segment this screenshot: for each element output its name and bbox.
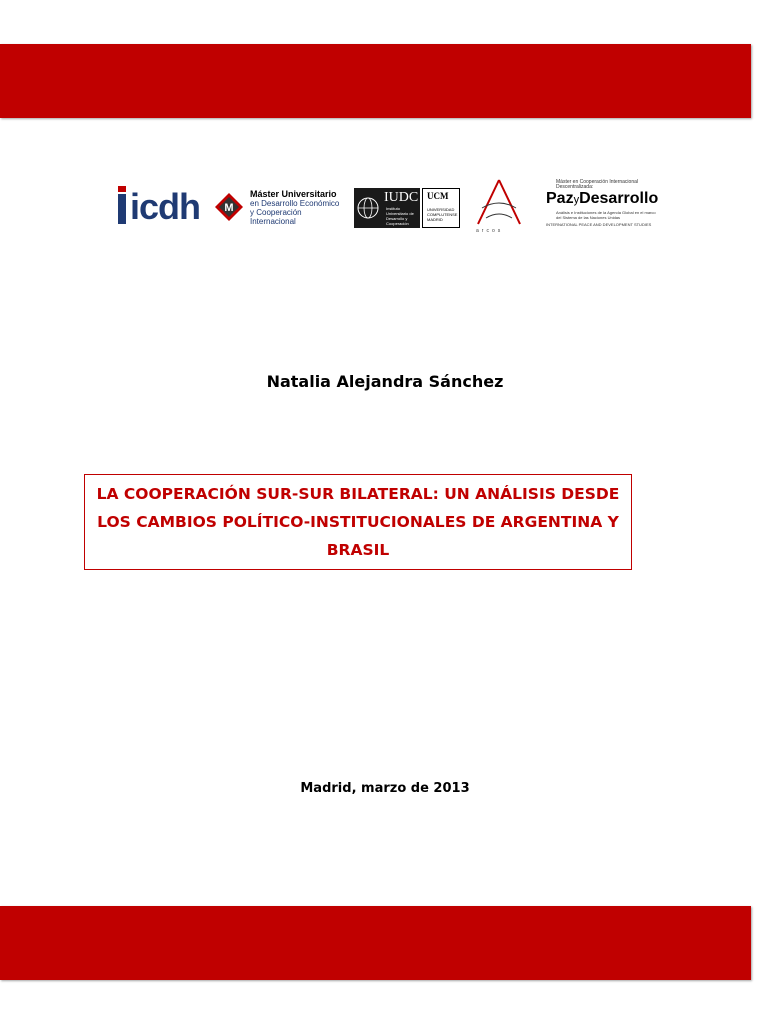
ucm-subtitle: UNIVERSIDAD COMPLUTENSE MADRID (427, 207, 458, 222)
master-line-2: en Desarrollo Económico (250, 199, 340, 208)
master-line-1: Máster Universitario (250, 189, 337, 199)
paz-y-desarrollo-logo-icon (542, 180, 662, 232)
ucm-box (422, 188, 460, 228)
icdh-text: icdh (130, 186, 201, 227)
paz-footer-text: INTERNATIONAL PEACE AND DEVELOPMENT STUDIES (546, 222, 652, 227)
paz-main-title (546, 190, 658, 208)
paz-word: Paz (546, 190, 574, 207)
iudc-box (354, 188, 420, 228)
arcos-logo-icon (472, 178, 526, 234)
paz-small-text: Máster en Cooperación Internacional Descentralizada: (556, 179, 638, 190)
document-title: LA COOPERACIÓN SUR-SUR BILATERAL: UN ANÁLISIS DESDE LOS CAMBIOS POLÍTICO-INSTITUCIONALES DE ARGENTINA Y BRASIL (96, 485, 620, 559)
icdh-bar (118, 194, 126, 224)
svg-text:M: M (224, 202, 234, 214)
author-name: Natalia Alejandra Sánchez (266, 372, 504, 391)
ucm-title: UCM (427, 191, 449, 201)
title-box (84, 474, 632, 570)
logo-strip (110, 176, 670, 236)
master-logo-icon (214, 186, 346, 226)
paz-description: Análisis e Instituciones de la Agenda Global en el marco del Sistema de las Naciones Unidas (556, 210, 656, 220)
iudc-logo-icon (354, 188, 460, 228)
globe-icon (354, 188, 382, 228)
paz-y-word: y (573, 194, 580, 206)
top-red-band (0, 44, 751, 118)
icdh-logo-icon (116, 184, 206, 228)
bottom-red-band (0, 906, 751, 980)
master-line-3: y Cooperación Internacional (250, 208, 302, 226)
desarrollo-word: Desarrollo (579, 190, 659, 207)
arcos-mark-icon (472, 178, 526, 226)
icdh-accent (118, 186, 126, 192)
iudc-title: IUDC (384, 190, 419, 205)
iudc-subtitle: Instituto Universitario de Desarrollo y Cooperación (386, 206, 414, 226)
master-mark-icon (214, 192, 244, 222)
arcos-caption: arcos (476, 228, 504, 234)
master-text (250, 190, 346, 226)
place-and-date: Madrid, marzo de 2013 (300, 781, 470, 796)
